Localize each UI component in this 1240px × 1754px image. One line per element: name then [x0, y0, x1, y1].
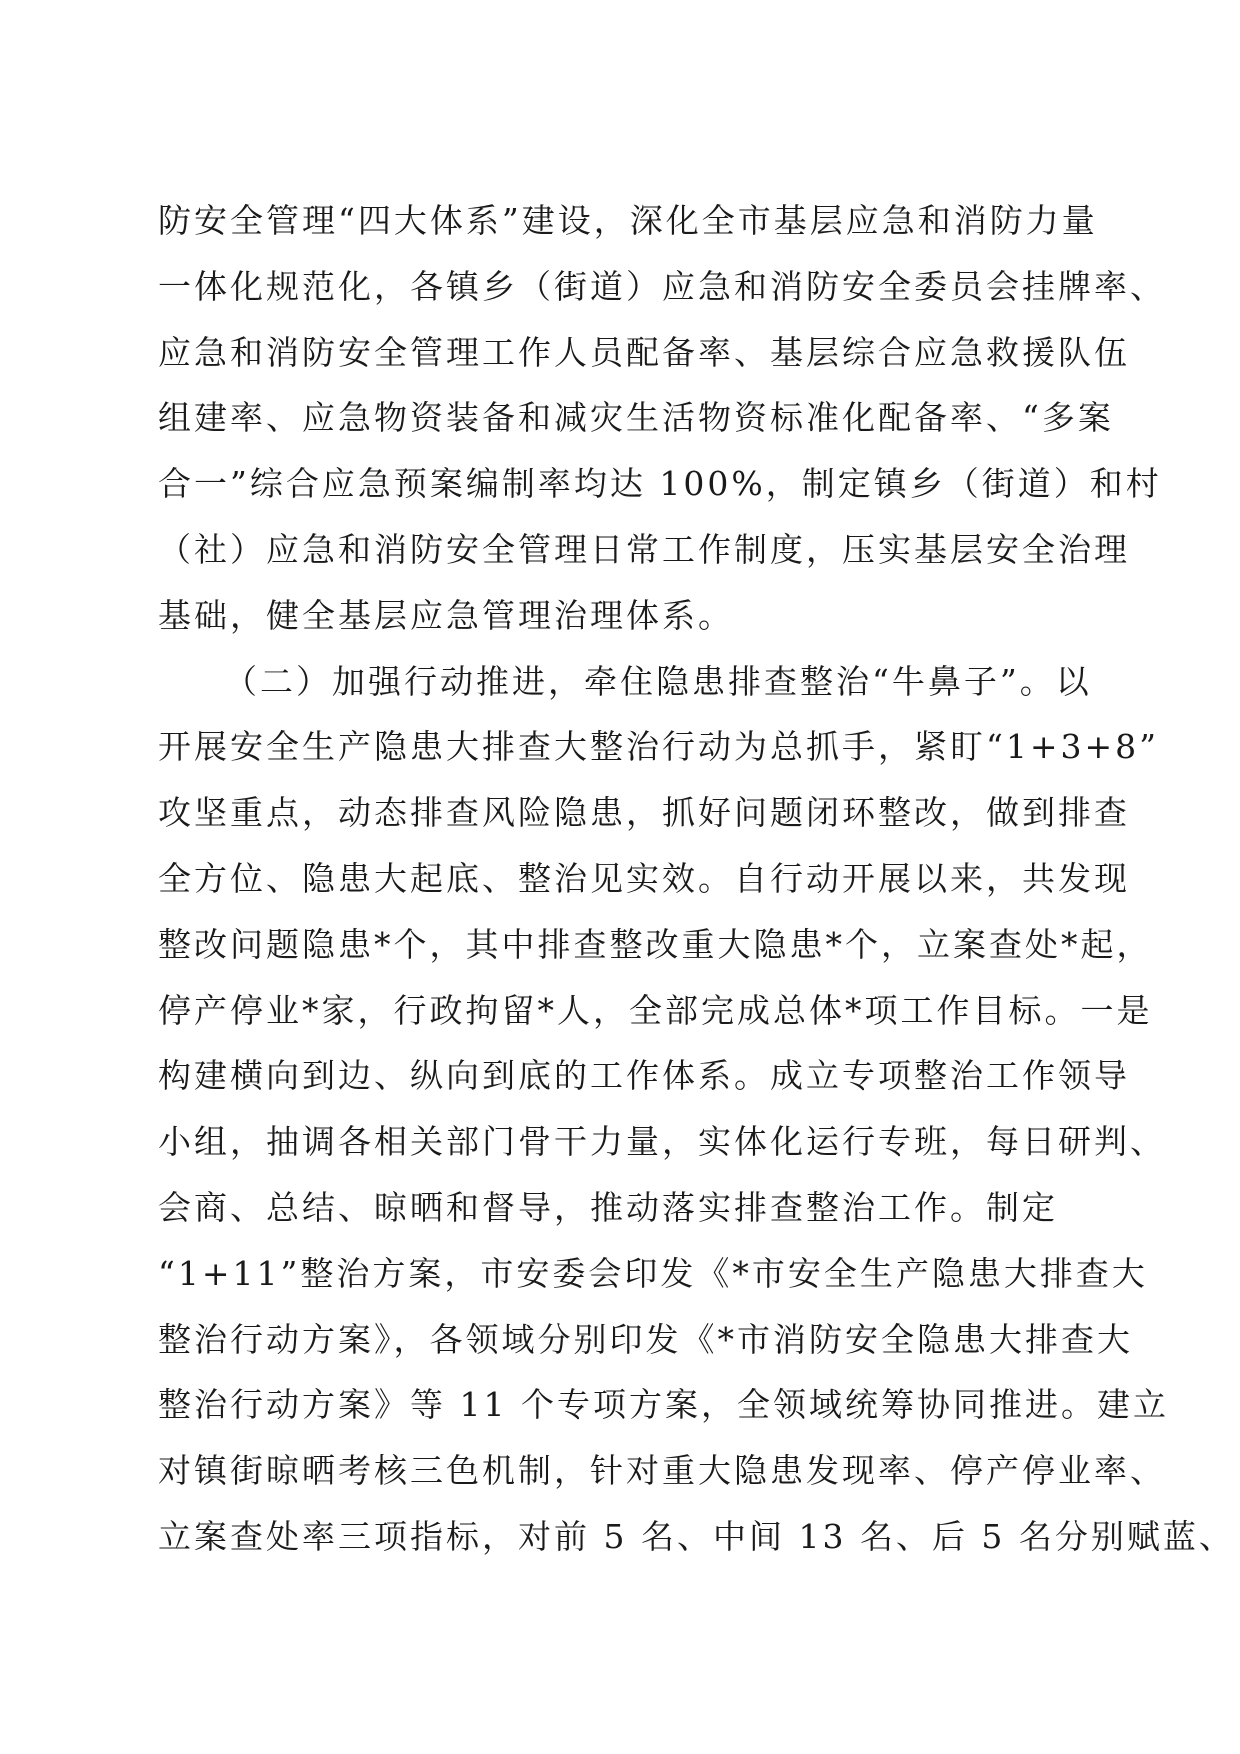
text-line: 一体化规范化，各镇乡（街道）应急和消防安全委员会挂牌率、 — [158, 266, 1166, 306]
section-heading-line: （二）加强行动推进，牵住隐患排查整治“牛鼻子”。以 — [224, 661, 1092, 701]
text-line: 停产停业*家，行政拘留*人，全部完成总体*项工作目标。一是 — [158, 990, 1153, 1030]
text-line: 整治行动方案》等 11 个专项方案，全领域统筹协同推进。建立 — [158, 1385, 1169, 1425]
text-line: 组建率、应急物资装备和减灾生活物资标准化配备率、“多案 — [158, 398, 1114, 438]
text-line: 攻坚重点，动态排查风险隐患，抓好问题闭环整改，做到排查 — [158, 793, 1130, 833]
text-line: 合一”综合应急预案编制率均达 100%，制定镇乡（街道）和村 — [158, 464, 1162, 504]
text-line: 基础，健全基层应急管理治理体系。 — [158, 595, 734, 635]
text-line: 开展安全生产隐患大排查大整治行动为总抓手，紧盯“1+3+8” — [158, 727, 1160, 767]
text-line: 立案查处率三项指标，对前 5 名、中间 13 名、后 5 名分别赋蓝、 — [158, 1516, 1235, 1556]
text-line: 防安全管理“四大体系”建设，深化全市基层应急和消防力量 — [158, 201, 1098, 240]
text-line: 小组，抽调各相关部门骨干力量，实体化运行专班，每日研判、 — [158, 1122, 1166, 1162]
text-line: 整治行动方案》，各领域分别印发《*市消防安全隐患大排查大 — [158, 1319, 1133, 1359]
text-line: 整改问题隐患*个，其中排查整改重大隐患*个，立案查处*起， — [158, 924, 1153, 964]
text-line: （社）应急和消防安全管理日常工作制度，压实基层安全治理 — [158, 529, 1130, 569]
text-line: 对镇街晾晒考核三色机制，针对重大隐患发现率、停产停业率、 — [158, 1451, 1166, 1491]
text-line: 构建横向到边、纵向到底的工作体系。成立专项整治工作领导 — [158, 1056, 1130, 1096]
text-line: 全方位、隐患大起底、整治见实效。自行动开展以来，共发现 — [158, 858, 1130, 898]
text-line: 会商、总结、晾晒和督导，推动落实排查整治工作。制定 — [158, 1187, 1058, 1227]
body-text — [158, 188, 1235, 1570]
text-line: “1+11”整治方案，市安委会印发《*市安全生产隐患大排查大 — [158, 1253, 1148, 1293]
text-line: 应急和消防安全管理工作人员配备率、基层综合应急救援队伍 — [158, 332, 1130, 372]
